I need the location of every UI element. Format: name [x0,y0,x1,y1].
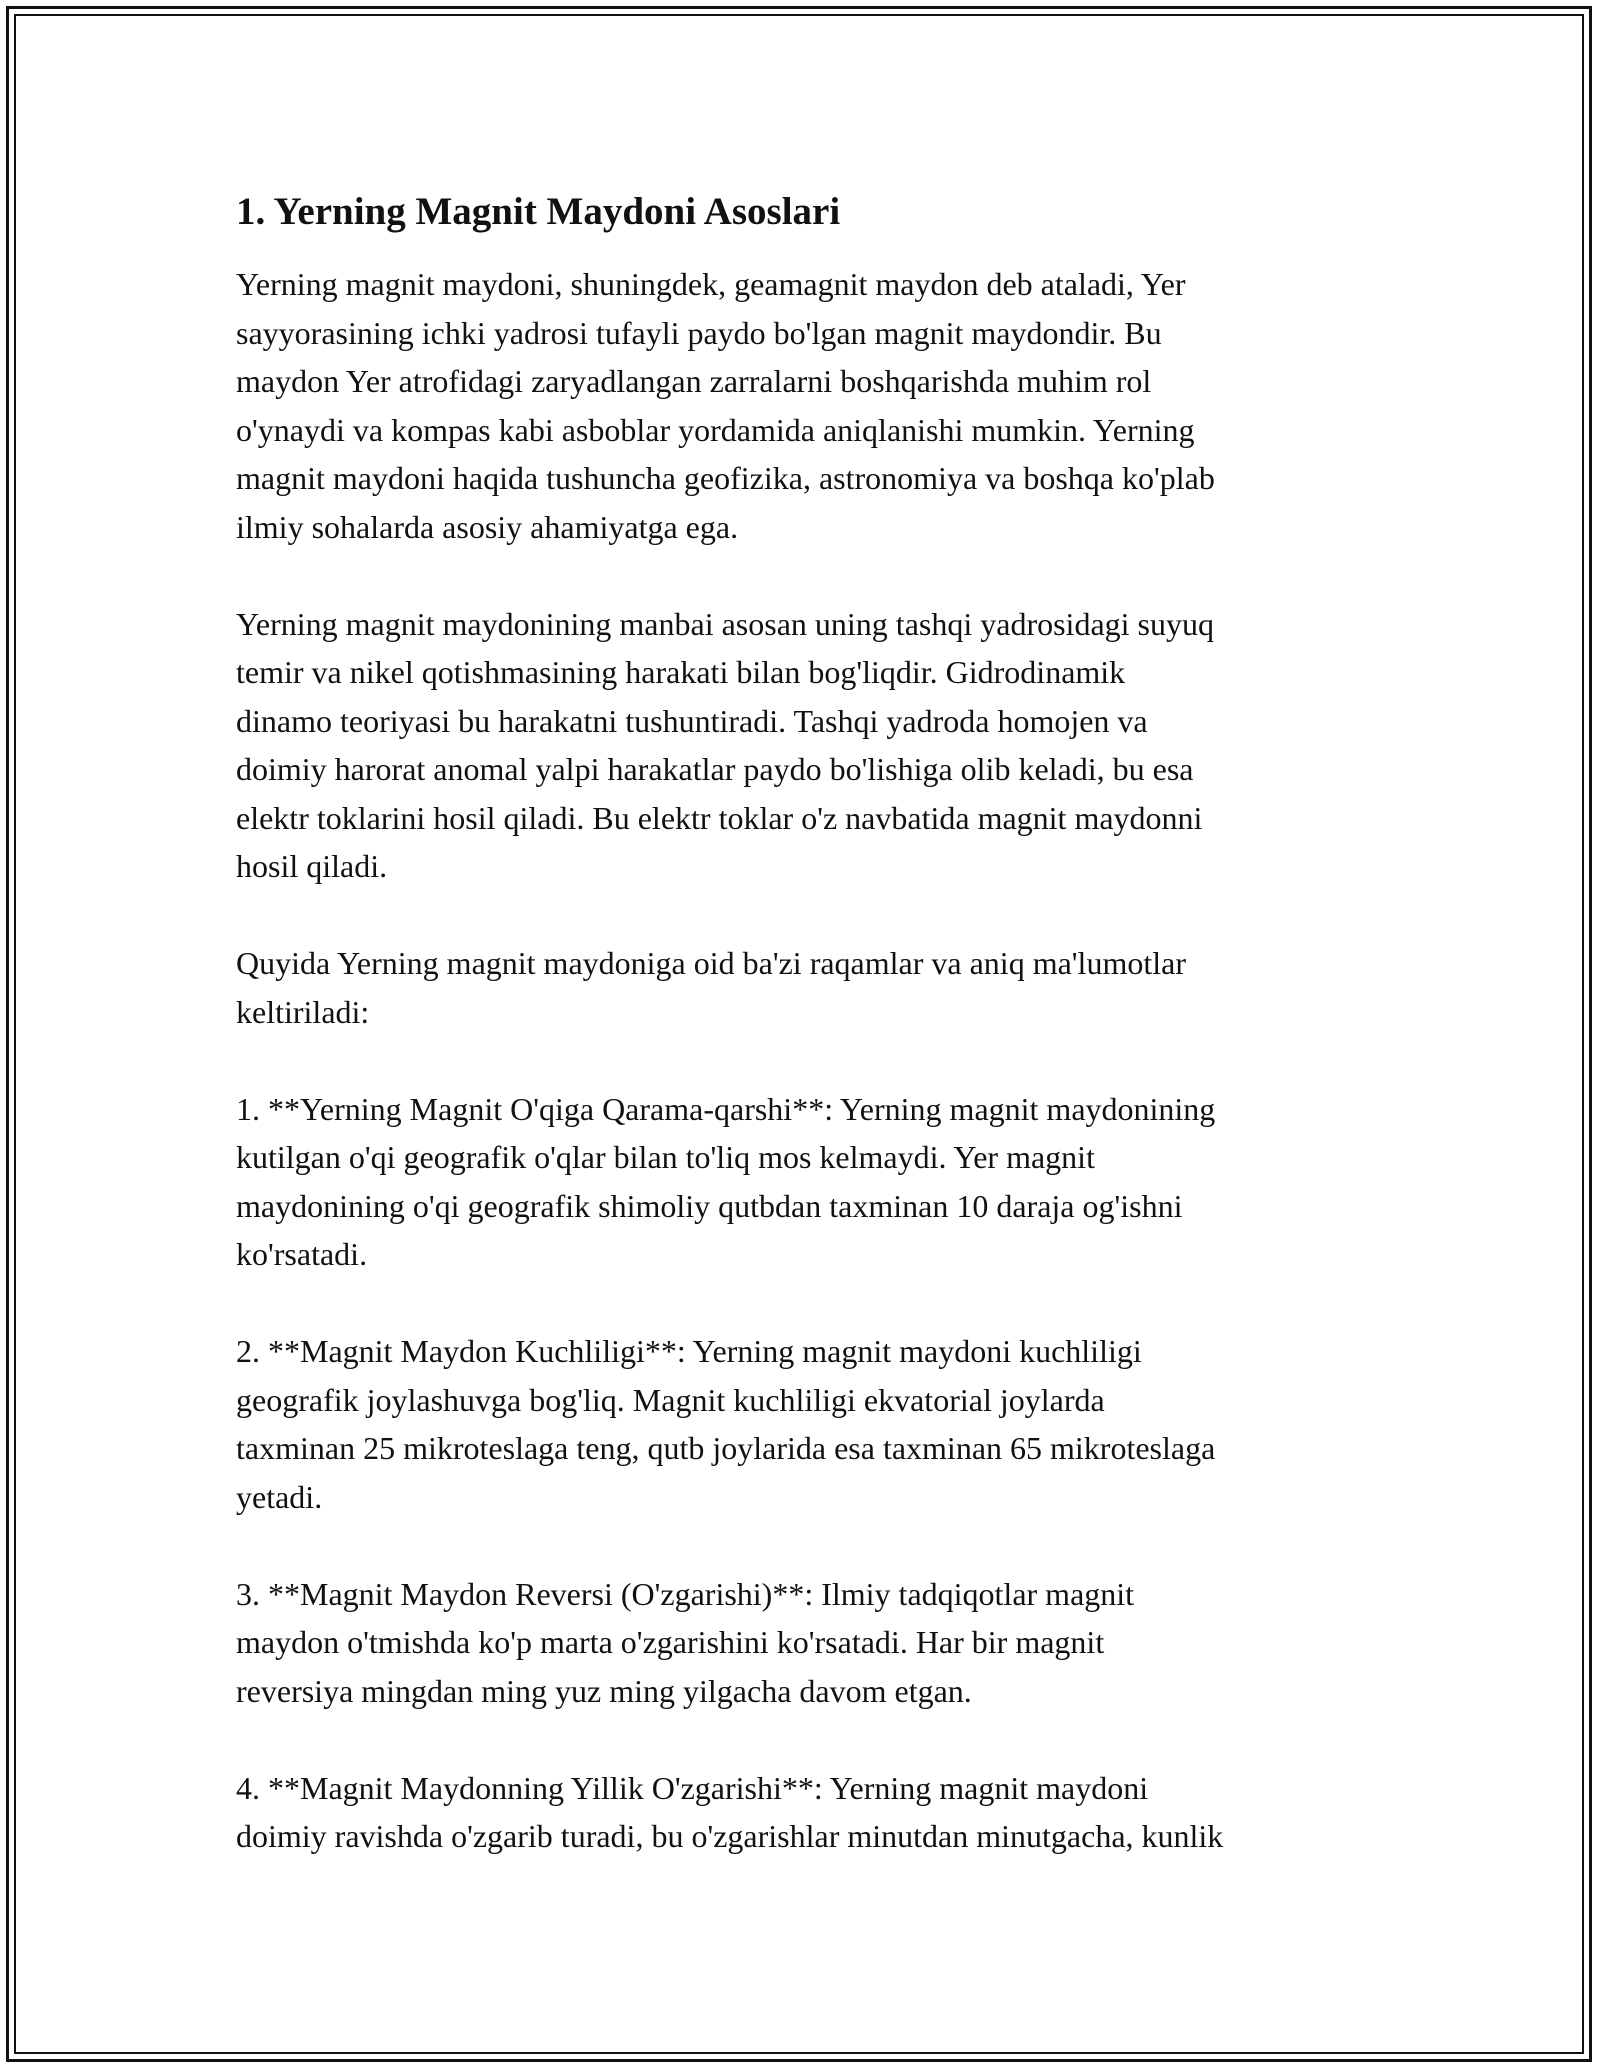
text-line: Yerning magnit maydonining manbai asosan uning tashqi yadrosidagi suyuq [236,605,1214,642]
text-line: taxminan 25 mikroteslaga teng, qutb joylarida esa taxminan 65 mikroteslaga [236,1430,1216,1466]
text-line: 3. **Magnit Maydon Reversi (O'zgarishi)**: Ilmiy tadqiqotlar magnit [236,1575,1135,1612]
text-line: Quyida Yerning magnit maydoniga oid ba'zi raqamlar va aniq ma'lumotlar [236,945,1186,981]
text-line: 4. **Magnit Maydonning Yillik O'zgarishi**: Yerning magnit maydoni [236,1769,1149,1806]
paragraph [236,939,1376,1036]
text-line: geografik joylashuvga bog'liq. Magnit kuchliligi ekvatorial joylarda [236,1381,1105,1418]
text-line: magnit maydoni haqida tushuncha geofizika, astronomiya va boshqa ko'plab [236,460,1215,496]
text-line: doimiy ravishda o'zgarib turadi, bu o'zgarishlar minutdan minutgacha, kunlik [236,1818,1224,1854]
text-line: sayyorasining ichki yadrosi tufayli paydo bo'lgan magnit maydondir. Bu [236,314,1162,351]
section-heading: 1. Yerning Magnit Maydoni Asoslari [236,190,841,233]
paragraph [236,1327,1376,1521]
paragraph [236,1764,1376,1861]
text-line: hosil qiladi. [236,848,388,884]
text-line: keltiriladi: [236,993,370,1030]
text-line: reversiya mingdan ming yuz ming yilgacha davom etgan. [236,1672,972,1709]
text-line: maydon o'tmishda ko'p marta o'zgarishini ko'rsatadi. Har bir magnit [236,1624,1105,1660]
text-line: dinamo teoriyasi bu harakatni tushuntiradi. Tashqi yadroda homojen va [236,702,1148,739]
text-line: ilmiy sohalarda asosiy ahamiyatga ega. [236,508,739,545]
document-body [236,185,1376,1909]
text-line: temir va nikel qotishmasining harakati bilan bog'liqdir. Gidrodinamik [236,654,1126,690]
paragraph [236,1085,1376,1279]
text-line: maydonining o'qi geografik shimoliy qutbdan taxminan 10 daraja og'ishni [236,1187,1183,1224]
text-line: ko'rsatadi. [236,1236,368,1272]
text-line: kutilgan o'qi geografik o'qlar bilan to'liq mos kelmaydi. Yer magnit [236,1139,1095,1175]
paragraph [236,260,1376,551]
text-line: yetadi. [236,1478,323,1515]
text-line: elektr toklarini hosil qiladi. Bu elektr toklar o'z navbatida magnit maydonni [236,799,1203,836]
paragraph [236,600,1376,891]
text-line: maydon Yer atrofidagi zaryadlangan zarralarni boshqarishda muhim rol [236,363,1152,399]
text-line: Yerning magnit maydoni, shuningdek, geamagnit maydon deb ataladi, Yer [236,266,1186,302]
paragraph [236,1570,1376,1716]
text-line: doimiy harorat anomal yalpi harakatlar paydo bo'lishiga olib keladi, bu esa [236,751,1194,787]
text-line: 1. **Yerning Magnit O'qiga Qarama-qarshi**: Yerning magnit maydonining [236,1090,1216,1127]
text-line: o'ynaydi va kompas kabi asboblar yordamida aniqlanishi mumkin. Yerning [236,411,1195,448]
paragraph-list [236,260,1376,1861]
text-line: 2. **Magnit Maydon Kuchliligi**: Yerning magnit maydoni kuchliligi [236,1333,1142,1369]
